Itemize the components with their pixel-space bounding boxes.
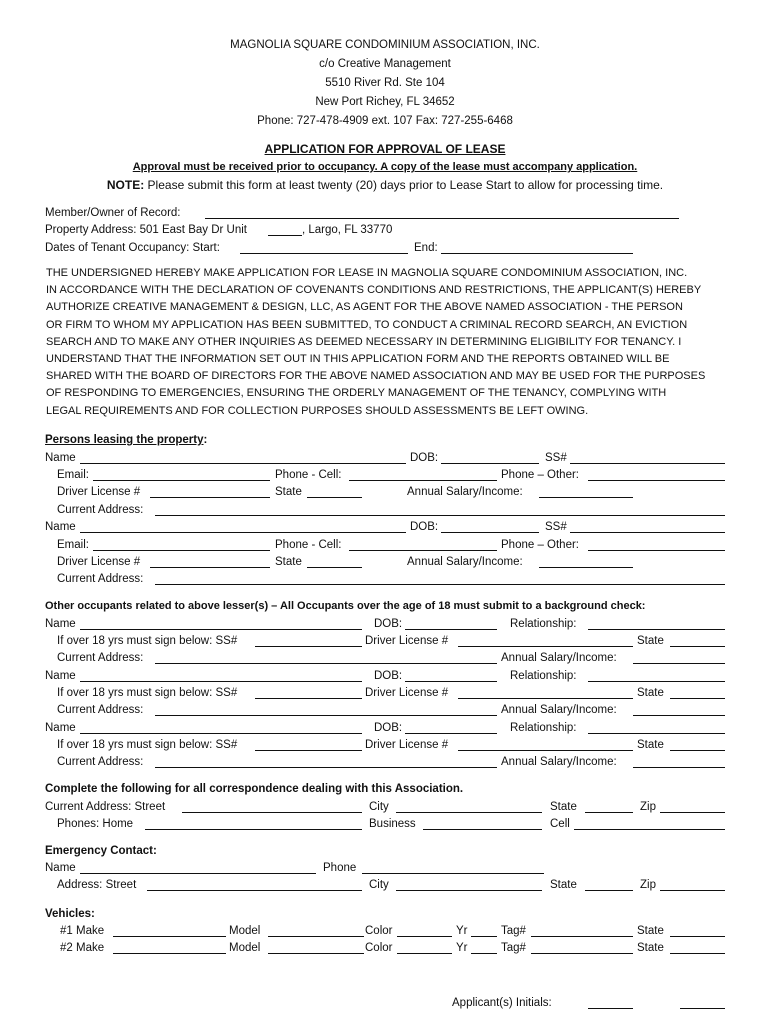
- vehicle2-make-field[interactable]: [113, 941, 226, 954]
- corr-street-field[interactable]: [182, 800, 362, 813]
- occ2-salary-label: Annual Salary/Income:: [501, 704, 617, 716]
- occ2-salary-field[interactable]: [633, 703, 725, 716]
- vehicle1-yr-label: Yr: [456, 925, 468, 937]
- lessees-heading-text: Persons leasing the property: [45, 434, 204, 446]
- vehicle2-yr-field[interactable]: [471, 941, 497, 954]
- lessee2-email-field[interactable]: [93, 538, 270, 551]
- lessee2-dl-label: Driver License #: [57, 556, 141, 568]
- lessee2-dl-field[interactable]: [150, 555, 270, 568]
- corr-cell-label: Cell: [550, 818, 570, 830]
- auth-line: SEARCH AND TO MAKE ANY OTHER INQUIRIES AS DEEMED NECESSARY IN DETERMINING ELIGIBILITY FOR TENANCY. I: [46, 335, 682, 348]
- lessee2-ss-field[interactable]: [570, 520, 725, 533]
- lessee2-email-label: Email:: [57, 539, 89, 551]
- corr-city-label: City: [369, 801, 389, 813]
- auth-line: UNDERSTAND THAT THE INFORMATION SET OUT IN THIS APPLICATION FORM AND THE REPORTS OBTAINED WILL BE: [46, 353, 670, 366]
- occ1-salary-label: Annual Salary/Income:: [501, 652, 617, 664]
- occ2-relationship-field[interactable]: [588, 669, 725, 682]
- corr-street-label: Current Address: Street: [45, 801, 166, 813]
- vehicle2-color-field[interactable]: [397, 941, 452, 954]
- initials-label: Applicant(s) Initials:: [452, 997, 552, 1009]
- occ2-state-field[interactable]: [670, 686, 725, 699]
- lessee2-salary-label: Annual Salary/Income:: [407, 556, 523, 568]
- processing-note: [0, 178, 770, 192]
- authorization-paragraph: [46, 265, 726, 420]
- lessee2-salary-field[interactable]: [539, 555, 633, 568]
- correspondence-heading: Complete the following for all correspondence dealing with this Association.: [45, 783, 464, 795]
- occ2-dl-label: Driver License #: [365, 687, 449, 699]
- property-suffix: , Largo, FL 33770: [302, 224, 393, 236]
- occ1-name-label: Name: [45, 618, 76, 630]
- vehicle1-make-field[interactable]: [113, 924, 226, 937]
- lessee1-name-field[interactable]: [80, 451, 406, 464]
- vehicle1-tag-label: Tag#: [501, 925, 526, 937]
- lessee1-state-field[interactable]: [307, 485, 362, 498]
- vehicle2-state-label: State: [637, 942, 664, 954]
- lessee2-other-field[interactable]: [588, 538, 725, 551]
- occ1-state-label: State: [637, 635, 664, 647]
- corr-business-label: Business: [369, 818, 416, 830]
- occ1-salary-field[interactable]: [633, 651, 725, 664]
- emergency-city-field[interactable]: [396, 878, 542, 891]
- lessee1-salary-label: Annual Salary/Income:: [407, 486, 523, 498]
- vehicle1-make-label: #1 Make: [60, 925, 105, 937]
- emergency-city-label: City: [369, 879, 389, 891]
- emergency-zip-label: Zip: [640, 879, 656, 891]
- occ1-relationship-label: Relationship:: [510, 618, 577, 630]
- lessee2-dob-field[interactable]: [441, 520, 539, 533]
- city-address: New Port Richey, FL 34652: [315, 96, 455, 108]
- lessee2-address-label: Current Address:: [57, 573, 144, 585]
- auth-line: LEGAL REQUIREMENTS AND FOR COLLECTION PURPOSES SHOULD ASSESSMENTS BE LEFT OWING.: [46, 404, 589, 417]
- vehicle2-tag-label: Tag#: [501, 942, 526, 954]
- occ3-relationship-label: Relationship:: [510, 722, 577, 734]
- occ1-name-field[interactable]: [80, 617, 362, 630]
- corr-city-field[interactable]: [396, 800, 542, 813]
- lessee1-cell-field[interactable]: [349, 468, 497, 481]
- corr-state-field[interactable]: [585, 800, 633, 813]
- occ3-name-field[interactable]: [80, 721, 362, 734]
- occ2-address-field[interactable]: [155, 703, 497, 716]
- occ1-dl-field[interactable]: [458, 634, 633, 647]
- lessee1-name-label: Name: [45, 452, 76, 464]
- lessee1-email-label: Email:: [57, 469, 89, 481]
- lessee1-address-field[interactable]: [155, 503, 725, 516]
- occ3-name-label: Name: [45, 722, 76, 734]
- emergency-name-field[interactable]: [80, 861, 316, 874]
- emergency-state-label: State: [550, 879, 577, 891]
- initials-field-2[interactable]: [680, 996, 725, 1009]
- occ3-dob-label: DOB:: [374, 722, 403, 734]
- auth-line: AUTHORIZE CREATIVE MANAGEMENT & DESIGN, LLC, AS AGENT FOR THE ABOVE NAMED ASSOCIATION - THE PERSON: [46, 301, 683, 314]
- approval-note: Approval must be received prior to occupancy. A copy of the lease must accompany application.: [132, 161, 638, 173]
- lessee1-other-label: Phone – Other:: [501, 469, 579, 481]
- occ3-state-label: State: [637, 739, 664, 751]
- emergency-street-field[interactable]: [147, 878, 362, 891]
- occ1-relationship-field[interactable]: [588, 617, 725, 630]
- lessees-heading-colon: :: [203, 434, 208, 446]
- occ2-dob-label: DOB:: [374, 670, 403, 682]
- emergency-phone-label: Phone: [323, 862, 357, 874]
- lessees-heading: [45, 433, 207, 447]
- corr-business-field[interactable]: [423, 817, 542, 830]
- auth-line: OR FIRM TO WHOM MY APPLICATION HAS BEEN SUBMITTED, TO CONDUCT A CRIMINAL RECORD SEARCH, AN EVICTION: [46, 318, 688, 331]
- phone-fax: Phone: 727-478-4909 ext. 107 Fax: 727-255-6468: [257, 115, 513, 127]
- vehicle1-state-label: State: [637, 925, 664, 937]
- occ3-dl-field[interactable]: [458, 738, 633, 751]
- lessee2-name-field[interactable]: [80, 520, 406, 533]
- occ2-name-label: Name: [45, 670, 76, 682]
- occ1-address-label: Current Address:: [57, 652, 144, 664]
- emergency-street-label: Address: Street: [57, 879, 137, 891]
- occ3-relationship-field[interactable]: [588, 721, 725, 734]
- lessee1-address-label: Current Address:: [57, 504, 144, 516]
- emergency-name-label: Name: [45, 862, 76, 874]
- vehicle1-model-label: Model: [229, 925, 261, 937]
- occ2-relationship-label: Relationship:: [510, 670, 577, 682]
- lessee1-ss-label: SS#: [545, 452, 567, 464]
- corr-state-label: State: [550, 801, 577, 813]
- vehicle2-model-label: Model: [229, 942, 261, 954]
- vehicle1-color-label: Color: [365, 925, 393, 937]
- vehicle1-color-field[interactable]: [397, 924, 452, 937]
- auth-line: THE UNDERSIGNED HEREBY MAKE APPLICATION FOR LEASE IN MAGNOLIA SQUARE CONDOMINIUM ASSOCIATION, INC.: [46, 267, 688, 279]
- lessee1-dob-label: DOB:: [410, 452, 439, 464]
- vehicle2-model-field[interactable]: [268, 941, 364, 954]
- occ1-address-field[interactable]: [155, 651, 497, 664]
- occ3-ss-label: If over 18 yrs must sign below: SS#: [57, 739, 238, 751]
- occ3-address-field[interactable]: [155, 755, 497, 768]
- lessee1-ss-field[interactable]: [570, 451, 725, 464]
- lessee2-cell-field[interactable]: [349, 538, 497, 551]
- occ3-address-label: Current Address:: [57, 756, 144, 768]
- occ2-ss-field[interactable]: [255, 686, 362, 699]
- lessee2-ss-label: SS#: [545, 521, 567, 533]
- auth-line: IN ACCORDANCE WITH THE DECLARATION OF COVENANTS CONDITIONS AND RESTRICTIONS, THE APPLICANT(S) HEREBY: [46, 284, 702, 297]
- auth-line: SHARED WITH THE BOARD OF DIRECTORS FOR THE ABOVE NAMED ASSOCIATION AND MAY BE USED FOR THE PURPOSES: [46, 370, 706, 383]
- occ2-ss-label: If over 18 yrs must sign below: SS#: [57, 687, 238, 699]
- vehicle2-make-label: #2 Make: [60, 942, 105, 954]
- occ2-dob-field[interactable]: [405, 669, 497, 682]
- occ1-state-field[interactable]: [670, 634, 725, 647]
- corr-cell-field[interactable]: [574, 817, 725, 830]
- member-label: Member/Owner of Record:: [45, 207, 181, 219]
- occ2-dl-field[interactable]: [458, 686, 633, 699]
- emergency-state-field[interactable]: [585, 878, 633, 891]
- emergency-heading: Emergency Contact:: [45, 845, 157, 857]
- lessee1-salary-field[interactable]: [539, 485, 633, 498]
- unit-field[interactable]: [268, 223, 302, 236]
- vehicle2-yr-label: Yr: [456, 942, 468, 954]
- corr-home-label: Phones: Home: [57, 818, 134, 830]
- end-date-field[interactable]: [441, 241, 633, 254]
- occ2-address-label: Current Address:: [57, 704, 144, 716]
- lessee2-dob-label: DOB:: [410, 521, 439, 533]
- street-address: 5510 River Rd. Ste 104: [325, 77, 445, 89]
- lessee1-dl-field[interactable]: [150, 485, 270, 498]
- vehicle1-model-field[interactable]: [268, 924, 364, 937]
- occ1-dob-label: DOB:: [374, 618, 403, 630]
- vehicle2-color-label: Color: [365, 942, 393, 954]
- corr-zip-label: Zip: [640, 801, 656, 813]
- lessee1-other-field[interactable]: [588, 468, 725, 481]
- lessee1-dob-field[interactable]: [441, 451, 539, 464]
- occ1-dl-label: Driver License #: [365, 635, 449, 647]
- lessee1-dl-label: Driver License #: [57, 486, 141, 498]
- vehicle2-tag-field[interactable]: [531, 941, 633, 954]
- lessee2-state-label: State: [275, 556, 302, 568]
- note-label: NOTE:: [106, 178, 145, 192]
- occ3-dl-label: Driver License #: [365, 739, 449, 751]
- member-field[interactable]: [205, 206, 679, 219]
- occ3-salary-label: Annual Salary/Income:: [501, 756, 617, 768]
- lessee2-name-label: Name: [45, 521, 76, 533]
- form-title: APPLICATION FOR APPROVAL OF LEASE: [264, 142, 506, 156]
- vehicles-heading: Vehicles:: [45, 908, 95, 920]
- lessee2-state-field[interactable]: [307, 555, 362, 568]
- occ2-state-label: State: [637, 687, 664, 699]
- vehicle2-state-field[interactable]: [670, 941, 725, 954]
- occ2-name-field[interactable]: [80, 669, 362, 682]
- auth-line: OF RESPONDING TO EMERGENCIES, ENSURING THE ORDERLY MANAGEMENT OF THE TENANCY, COMPLYING WITH: [46, 387, 667, 400]
- occ1-ss-field[interactable]: [255, 634, 362, 647]
- lessee2-cell-label: Phone - Cell:: [275, 539, 342, 551]
- occ1-ss-label: If over 18 yrs must sign below: SS#: [57, 635, 238, 647]
- occ3-ss-field[interactable]: [255, 738, 362, 751]
- lessee2-other-label: Phone – Other:: [501, 539, 579, 551]
- occupants-heading: Other occupants related to above lesser(s) – All Occupants over the age of 18 must submit to a background check:: [45, 600, 646, 612]
- occ3-state-field[interactable]: [670, 738, 725, 751]
- lessee1-state-label: State: [275, 486, 302, 498]
- care-of: c/o Creative Management: [319, 58, 451, 70]
- occ1-dob-field[interactable]: [405, 617, 497, 630]
- emergency-phone-field[interactable]: [362, 861, 544, 874]
- lessee2-address-field[interactable]: [155, 572, 725, 585]
- vehicle1-tag-field[interactable]: [531, 924, 633, 937]
- initials-field-1[interactable]: [588, 996, 633, 1009]
- association-name: MAGNOLIA SQUARE CONDOMINIUM ASSOCIATION, INC.: [230, 39, 540, 51]
- emergency-zip-field[interactable]: [660, 878, 725, 891]
- corr-zip-field[interactable]: [660, 800, 725, 813]
- vehicle1-yr-field[interactable]: [471, 924, 497, 937]
- corr-home-field[interactable]: [145, 817, 362, 830]
- start-date-field[interactable]: [240, 241, 408, 254]
- occ3-dob-field[interactable]: [405, 721, 497, 734]
- dates-label: Dates of Tenant Occupancy: Start:: [45, 242, 220, 254]
- lessee1-cell-label: Phone - Cell:: [275, 469, 342, 481]
- note-text: Please submit this form at least twenty (20) days prior to Lease Start to allow for processing time.: [144, 178, 664, 192]
- end-label: End:: [414, 242, 438, 254]
- property-label: Property Address: 501 East Bay Dr Unit: [45, 224, 247, 236]
- occ3-salary-field[interactable]: [633, 755, 725, 768]
- vehicle1-state-field[interactable]: [670, 924, 725, 937]
- lessee1-email-field[interactable]: [93, 468, 270, 481]
